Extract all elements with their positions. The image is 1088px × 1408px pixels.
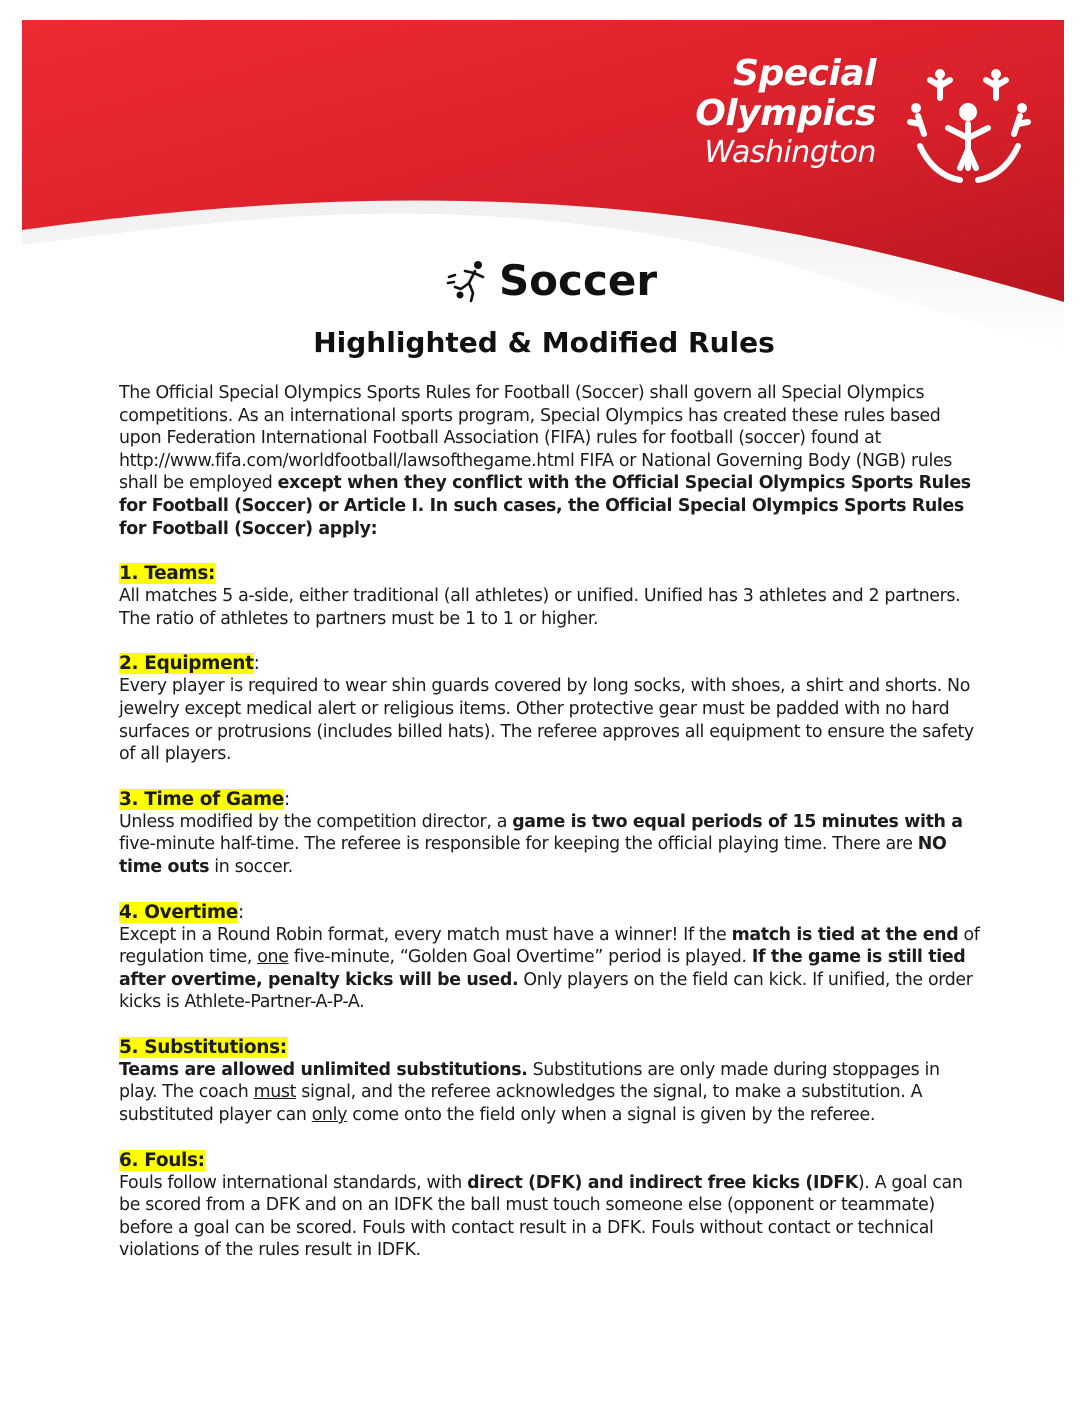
- fouls-text-part2: ). A goal can be scored from a DFK and on an IDFK the ball must touch someone else (opponent or teammate) before a goal can be scored. Fouls with contact result in a DFK. Fouls without contact or technical violations of the rules result in IDFK.: [119, 1172, 963, 1261]
- intro-bold-text: except when they conflict with the Official Special Olympics Sports Rules for Football (Soccer) or Article I. In such cases, the Official Special Olympics Sports Rules for Football (Soccer) apply:: [119, 473, 971, 539]
- page-title: Soccer: [498, 256, 658, 305]
- time-bold-part1: game is two equal periods of 15 minutes with a: [512, 811, 963, 832]
- section-time-of-game: [119, 788, 981, 879]
- substitutions-text: [119, 1059, 981, 1127]
- time-bold-part2: NO time outs: [119, 834, 947, 877]
- intro-paragraph: [119, 382, 981, 540]
- intro-text: The Official Special Olympics Sports Rules for Football (Soccer) shall govern all Special Olympics competitions. As an international sports program, Special Olympics has created these rules based upon Federation International Football Association (FIFA) rules for football (soccer) found at http://www.fifa.com/worldfootball/lawsofthegame.html FIFA or National Governing Body (NGB) rules shall be employed: [119, 383, 953, 494]
- special-olympics-emblem-icon: [900, 50, 1040, 190]
- fouls-heading: 6. Fouls:: [119, 1149, 205, 1171]
- overtime-text: [119, 924, 981, 1014]
- section-heading: [119, 901, 981, 924]
- overtime-text-part1: Except in a Round Robin format, every match must have a winner! If the: [119, 924, 732, 945]
- section-equipment: [119, 652, 981, 765]
- section-fouls: [119, 1149, 981, 1262]
- org-name-line3: Washington: [704, 135, 876, 170]
- section-heading: [119, 1036, 981, 1059]
- overtime-bold-part2: If the game is still tied after overtime, penalty kicks will be used.: [119, 947, 966, 990]
- section-heading: [119, 788, 981, 811]
- time-text-part2: five-minute half-time. The referee is responsible for keeping the official playing time. There are: [119, 834, 918, 855]
- fouls-text: [119, 1172, 981, 1262]
- overtime-bold-part1: match is tied at the end: [731, 924, 959, 945]
- substitutions-text-part3: come onto the field only when a signal is given by the referee.: [347, 1105, 876, 1126]
- section-heading: [119, 1149, 981, 1172]
- overtime-heading: 4. Overtime: [119, 901, 238, 923]
- substitutions-underline-only: only: [311, 1105, 348, 1126]
- section-teams: [119, 562, 981, 630]
- overtime-text-part3: five-minute, “Golden Goal Overtime” period is played.: [288, 947, 752, 968]
- time-text: [119, 811, 981, 879]
- teams-text: All matches 5 a-side, either traditional (all athletes) or unified. Unified has 3 athletes and 2 partners. The ratio of athletes to partners must be 1 to 1 or higher.: [119, 586, 961, 629]
- substitutions-text-part1: Substitutions are only made during stoppages in play. The coach: [119, 1059, 940, 1103]
- section-heading: [119, 562, 981, 585]
- overtime-text-part2: of regulation time,: [119, 924, 980, 968]
- equipment-heading: 2. Equipment: [119, 653, 254, 675]
- equipment-heading-colon: :: [253, 653, 260, 675]
- substitutions-underline-must: must: [253, 1082, 297, 1103]
- page-subtitle: Highlighted & Modified Rules: [313, 326, 775, 359]
- org-name-line2: Olympics: [695, 93, 876, 134]
- substitutions-text-part2: signal, and the referee acknowledges the signal, to make a substitution. A substituted player can: [119, 1082, 923, 1126]
- equipment-text: Every player is required to wear shin guards covered by long socks, with shoes, a shirt and shorts. No jewelry except medical alert or religious items. Other protective gear must be padded with no hard surfaces or protrusions (includes billed hats). The referee approves all equipment to ensure the safety of all players.: [119, 676, 974, 765]
- soccer-player-icon: [445, 259, 489, 303]
- overtime-underline-one: one: [257, 947, 289, 968]
- section-overtime: [119, 901, 981, 1014]
- fouls-text-part1: Fouls follow international standards, with: [119, 1172, 468, 1193]
- substitutions-heading: 5. Substitutions:: [119, 1036, 287, 1058]
- org-name-line1: Special: [733, 53, 876, 94]
- time-heading-colon: :: [284, 788, 290, 810]
- teams-heading: 1. Teams:: [119, 563, 216, 585]
- overtime-text-part4: Only players on the field can kick. If unified, the order kicks is Athlete-Partner-A-P-A.: [119, 969, 973, 1013]
- time-heading: 3. Time of Game: [119, 788, 285, 810]
- overtime-heading-colon: :: [237, 901, 244, 923]
- fouls-bold-part1: direct (DFK) and indirect free kicks (IDFK: [467, 1172, 858, 1193]
- title-row: [0, 256, 1088, 307]
- org-wordmark: [695, 53, 876, 170]
- substitutions-bold-part1: Teams are allowed unlimited substitutions.: [119, 1059, 528, 1080]
- section-heading: [119, 652, 981, 675]
- time-text-part1: Unless modified by the competition director, a: [119, 811, 513, 832]
- time-text-part3: in soccer.: [209, 856, 293, 877]
- rules-content: [119, 382, 981, 1284]
- section-substitutions: [119, 1036, 981, 1127]
